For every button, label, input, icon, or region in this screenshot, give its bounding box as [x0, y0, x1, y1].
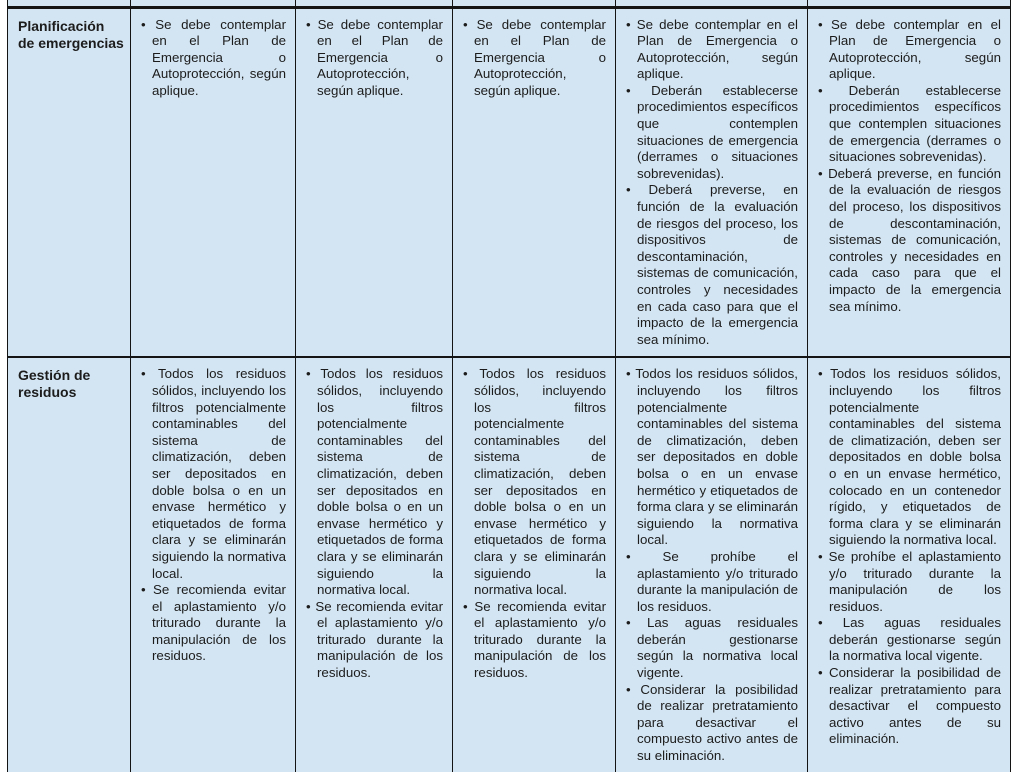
table-cell: [453, 7, 616, 357]
cropped-row: [8, 0, 1011, 7]
bullet-item: • Todos los residuos sólidos, incluyendo los filtros potencialmente contaminables del sistema de climatización, deben ser depositados en doble bolsa o en un envase hermético y etiquetados de forma clara y se eliminarán siguiendo la normativa local.: [626, 366, 798, 549]
bullet-item: • Deberá preverse, en función de la evaluación de riesgos del proceso, los dispositivos de descontaminación, sistemas de comunicación, controles y necesidades en cada caso para que el impacto de la emergencia sea mínimo.: [626, 182, 798, 348]
table-cell: [616, 357, 808, 772]
cropped-cell: [453, 0, 616, 7]
bullet-item: • Todos los residuos sólidos, incluyendo los filtros potencialmente contaminables del sistema de climatización, deben ser depositados en doble bolsa o en un envase hermético y etiquetados de forma clara y se eliminarán siguiendo la normativa local.: [463, 366, 606, 598]
cropped-cell: [8, 0, 131, 7]
table-cell: [808, 357, 1011, 772]
table-cell: [453, 357, 616, 772]
cropped-cell: [616, 0, 808, 7]
bullet-item: • Todos los residuos sólidos, incluyendo los filtros potencialmente contaminables del sistema de climatización, deben ser depositados en doble bolsa o en un envase hermético y etiquetados de forma clara y se eliminarán siguiendo la normativa local.: [306, 366, 443, 598]
table-row-planificacion: [8, 7, 1011, 357]
bullet-item: • Se recomienda evitar el aplastamiento y/o triturado durante la manipulación de los residuos.: [463, 599, 606, 682]
bullet-item: • Deberá preverse, en función de la evaluación de riesgos del proceso, los dispositivos de descontaminación, sistemas de comunicación, controles y necesidades en cada caso para que el impacto de la emergencia sea mínimo.: [818, 166, 1001, 315]
bullet-item: • Se debe contemplar en el Plan de Emergencia o Autoprotección, según aplique.: [818, 17, 1001, 83]
bullet-item: • Se debe contemplar en el Plan de Emergencia o Autoprotección, según aplique.: [141, 17, 286, 100]
cropped-cell: [131, 0, 296, 7]
bullet-item: • Las aguas residuales deberán gestionarse según la normativa local vigente.: [818, 615, 1001, 665]
row-header-gestion-residuos: Gestión de residuos: [8, 357, 131, 772]
table-cell: [616, 7, 808, 357]
bullet-item: • Considerar la posibilidad de realizar pretratamiento para desactivar el compuesto activo antes de su eliminación.: [626, 682, 798, 765]
table-cell: [296, 357, 453, 772]
bullet-item: • Se prohíbe el aplastamiento y/o triturado durante la manipulación de los residuos.: [818, 549, 1001, 615]
requirements-table: [7, 0, 1011, 772]
bullet-item: • Todos los residuos sólidos, incluyendo los filtros potencialmente contaminables del sistema de climatización, deben ser depositados en doble bolsa o en un envase hermético, colocado en un contenedor rígido, y etiquetados de forma clara y se eliminarán siguiendo la normativa local.: [818, 366, 1001, 549]
cropped-cell: [296, 0, 453, 7]
bullet-item: • Deberán establecerse procedimientos específicos que contemplen situaciones de emergencia (derrames o situaciones sobrevenidas).: [626, 83, 798, 183]
table-cell: [808, 7, 1011, 357]
bullet-item: • Considerar la posibilidad de realizar pretratamiento para desactivar el compuesto activo antes de su eliminación.: [818, 665, 1001, 748]
bullet-item: • Se debe contemplar en el Plan de Emergencia o Autoprotección, según aplique.: [306, 17, 443, 100]
table-row-gestion-residuos: [8, 357, 1011, 772]
bullet-item: • Se recomienda evitar el aplastamiento y/o triturado durante la manipulación de los residuos.: [141, 582, 286, 665]
bullet-item: • Deberán establecerse procedimientos específicos que contemplen situaciones de emergencia (derrames o situaciones sobrevenidas).: [818, 83, 1001, 166]
bullet-item: • Las aguas residuales deberán gestionarse según la normativa local vigente.: [626, 615, 798, 681]
cropped-cell: [808, 0, 1011, 7]
bullet-item: • Se prohíbe el aplastamiento y/o triturado durante la manipulación de los residuos.: [626, 549, 798, 615]
bullet-item: • Se recomienda evitar el aplastamiento y/o triturado durante la manipulación de los residuos.: [306, 599, 443, 682]
row-header-planificacion: Planificación de emergencias: [8, 7, 131, 357]
table-cell: [131, 357, 296, 772]
bullet-item: • Se debe contemplar en el Plan de Emergencia o Autoprotección, según aplique.: [626, 17, 798, 83]
table-cell: [296, 7, 453, 357]
bullet-item: • Se debe contemplar en el Plan de Emergencia o Autoprotección, según aplique.: [463, 17, 606, 100]
bullet-item: • Todos los residuos sólidos, incluyendo los filtros potencialmente contaminables del sistema de climatización, deben ser depositados en doble bolsa o en un envase hermético y etiquetados de forma clara y se eliminarán siguiendo la normativa local.: [141, 366, 286, 582]
table-cell: [131, 7, 296, 357]
